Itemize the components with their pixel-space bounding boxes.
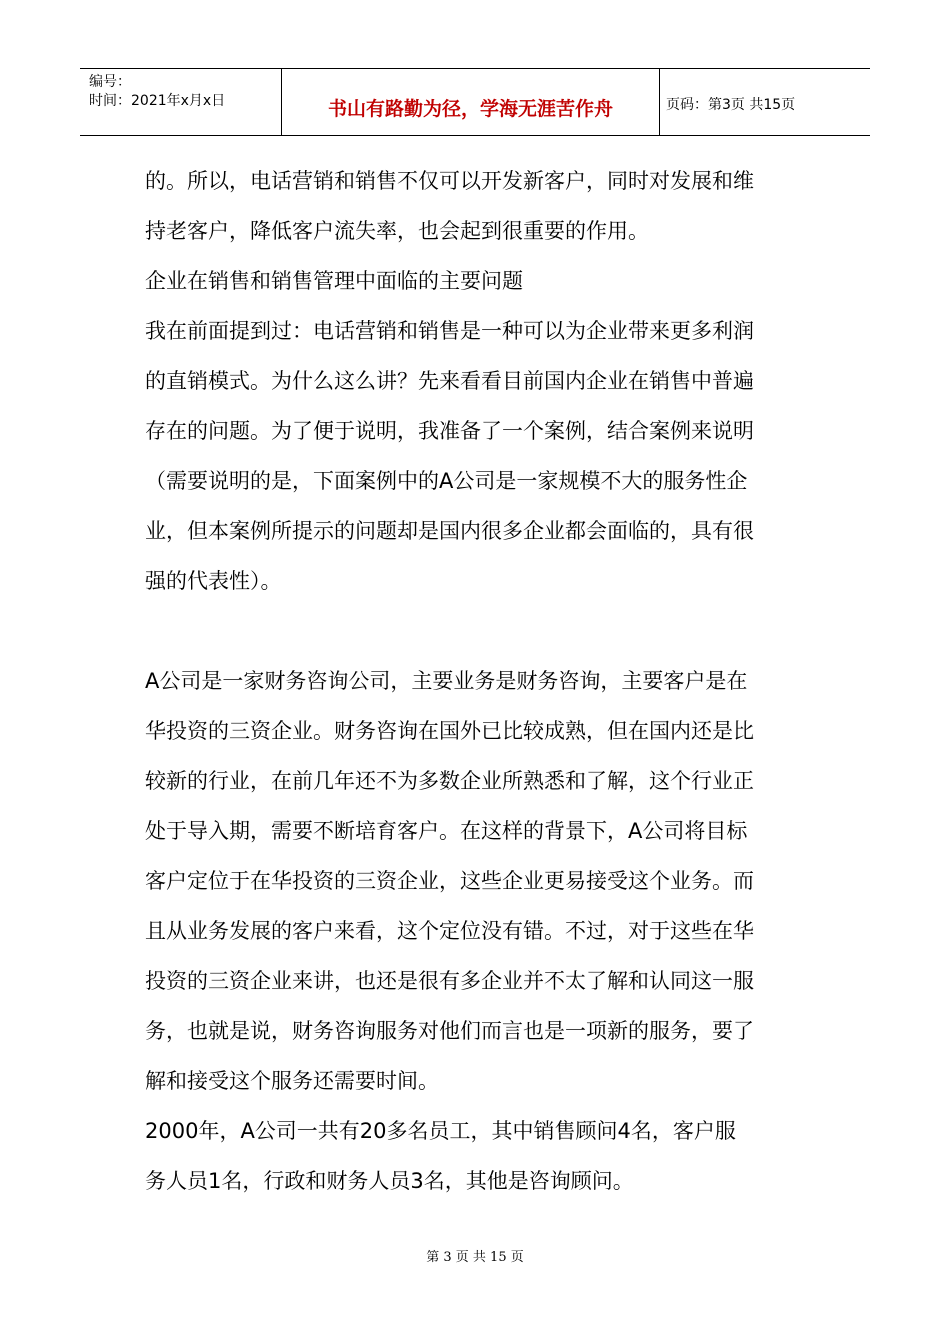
header-motto-cell: [282, 69, 660, 135]
document-number-label: 编号：: [89, 74, 131, 90]
document-body: [145, 156, 805, 1206]
page-footer: 第 3 页 共 15 页: [426, 1250, 524, 1265]
document-date-label: 时间：2021年x月x日: [89, 93, 226, 109]
paragraph: 我在前面提到过：电话营销和销售是一种可以为企业带来更多利润 的直销模式。为什么这么讲？先来看看目前国内企业在销售中普遍 存在的问题。为了便于说明，我准备了一个案例，结合案例来说明 （需要说明的是，下面案例中的A公司是一家规模不大的服务性企 业，但本案例所提示的问题却是国内很多企业都会面临的，具有很 强的代表性）。: [145, 319, 754, 593]
paragraph: 2000年，A公司一共有20多名员工，其中销售顾问4名，客户服 务人员1名，行政和财务人员3名，其他是咨询顾问。: [145, 1119, 736, 1193]
page-header: [80, 68, 870, 136]
header-meta-cell: [80, 69, 282, 135]
paragraph: A公司是一家财务咨询公司，主要业务是财务咨询，主要客户是在 华投资的三资企业。财务咨询在国外已比较成熟，但在国内还是比 较新的行业，在前几年还不为多数企业所熟悉和了解，这个行业正 处于导入期，需要不断培育客户。在这样的背景下，A公司将目标 客户定位于在华投资的三资企业，这些企业更易接受这个业务。而 且从业务发展的客户来看，这个定位没有错。不过，对于这些在华 投资的三资企业来讲，也还是很有多企业并不太了解和认同这一服 务，也就是说，财务咨询服务对他们而言也是一项新的服务，要了 解和接受这个服务还需要时间。: [145, 669, 754, 1093]
header-motto: 书山有路勤为径，学海无涯苦作舟: [327, 98, 613, 120]
header-page-info: 页码：第3页 共15页: [666, 97, 796, 113]
paragraph: 的。所以，电话营销和销售不仅可以开发新客户，同时对发展和维 持老客户，降低客户流失率，也会起到很重要的作用。: [145, 169, 754, 243]
section-heading: 企业在销售和销售管理中面临的主要问题: [145, 269, 523, 293]
header-page-cell: [660, 69, 870, 135]
